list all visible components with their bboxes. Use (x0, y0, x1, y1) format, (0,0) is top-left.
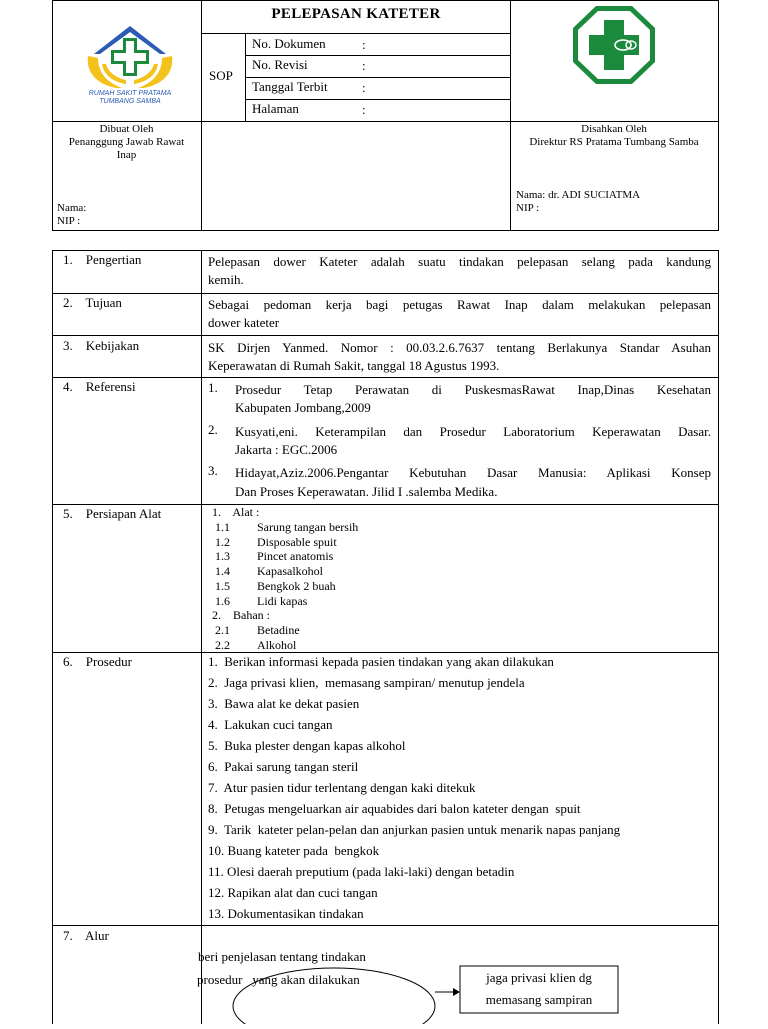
prosedur-step: 10. Buang kateter pada bengkok (208, 843, 380, 858)
alat-num: 1.5 (215, 579, 230, 593)
alat-item: Disposable spuit (257, 535, 337, 549)
doc-field-colon: : (362, 102, 366, 117)
section-label-pengertian: 1. Pengertian (63, 252, 142, 267)
left-sign-line2: Penanggung Jawab Rawat (68, 136, 185, 148)
logo-text-line2: TUMBANG SAMBA (99, 98, 161, 105)
tujuan-text: Sebagai pedoman kerja bagi petugas Rawat Inap dalam melakukan pelepasan (208, 297, 711, 312)
prosedur-step: 8. Petugas mengeluarkan air aquabides dari balon kateter dengan spuit (208, 801, 581, 816)
left-sign-line3: Inap (116, 149, 137, 161)
alat-num: 1.2 (215, 535, 230, 549)
health-logo (571, 4, 657, 86)
logo-text-line1: RUMAH SAKIT PRATAMA (88, 90, 172, 97)
referensi-num: 3. (208, 463, 218, 478)
kebijakan-text: SK Dirjen Yanmed. Nomor : 00.03.2.6.7637 tentang Berlakunya Standar Asuhan (208, 340, 711, 355)
alat-num: 1.1 (215, 520, 230, 534)
referensi-text: Kusyati,eni. Keterampilan dan Prosedur Laboratorium Keperawatan Dasar. (235, 424, 711, 439)
alat-item: Kapasalkohol (257, 564, 323, 578)
doc-field-label: Halaman (252, 101, 299, 116)
pengertian-text: kemih. (208, 272, 244, 287)
doc-field-label: Tanggal Terbit (252, 79, 328, 94)
bahan-num: 2.2 (215, 638, 230, 652)
bahan-item: Alkohol (257, 638, 297, 652)
alat-item: Pincet anatomis (257, 549, 334, 563)
health-cross-icon (571, 4, 657, 86)
prosedur-step: 9. Tarik kateter pelan-pelan dan anjurkan pasien untuk menarik napas panjang (208, 822, 621, 837)
prosedur-step: 3. Bawa alat ke dekat pasien (208, 696, 360, 711)
flow-step-1-text: prosedur yang akan dilakukan (197, 972, 360, 987)
alat-item: Lidi kapas (257, 594, 308, 608)
alat-num: 1.4 (215, 564, 230, 578)
prosedur-step: 11. Olesi daerah preputium (pada laki-laki) dengan betadin (208, 864, 515, 879)
section-label-referensi: 4. Referensi (63, 379, 136, 394)
page-title: PELEPASAN KATETER (271, 6, 441, 22)
referensi-text: Kabupaten Jombang,2009 (235, 400, 371, 415)
right-sign-nip: NIP : (516, 202, 540, 214)
bahan-header: 2. Bahan : (212, 608, 270, 622)
prosedur-step: 12. Rapikan alat dan cuci tangan (208, 885, 378, 900)
kebijakan-text: Keperawatan di Rumah Sakit, tanggal 18 Agustus 1993. (208, 358, 500, 373)
referensi-text: Prosedur Tetap Perawatan di PuskesmasRawat Inap,Dinas Kesehatan (235, 382, 711, 397)
referensi-text: Hidayat,Aziz.2006.Pengantar Kebutuhan Dasar Manusia: Aplikasi Konsep (235, 465, 711, 480)
left-sign-nip: NIP : (57, 215, 81, 227)
alat-item: Bengkok 2 buah (257, 579, 336, 593)
tujuan-text: dower kateter (208, 315, 280, 330)
sop-label: SOP (209, 68, 233, 83)
arrow-right-icon (453, 988, 460, 996)
flow-step-2-text: memasang sampiran (485, 992, 593, 1007)
section-label-alur: 7. Alur (63, 928, 109, 943)
section-label-prosedur: 6. Prosedur (63, 654, 132, 669)
alat-num: 1.6 (215, 594, 230, 608)
doc-field-colon: : (362, 80, 366, 95)
right-sign-line2: Direktur RS Pratama Tumbang Samba (529, 136, 699, 148)
alat-header: 1. Alat : (212, 505, 260, 519)
left-sign-line1: Dibuat Oleh (99, 123, 154, 135)
section-label-persiapan: 5. Persiapan Alat (63, 506, 162, 521)
prosedur-step: 7. Atur pasien tidur terlentang dengan kaki ditekuk (208, 780, 476, 795)
section-label-kebijakan: 3. Kebijakan (63, 338, 140, 353)
prosedur-step: 4. Lakukan cuci tangan (208, 717, 333, 732)
doc-field-colon: : (362, 37, 366, 52)
referensi-text: Dan Proses Keperawatan. Jilid I .salemba Medika. (235, 484, 498, 499)
referensi-num: 2. (208, 422, 218, 437)
referensi-text: Jakarta : EGC.2006 (235, 442, 338, 457)
doc-field-label: No. Revisi (252, 57, 308, 72)
bahan-num: 2.1 (215, 623, 230, 637)
alat-item: Sarung tangan bersih (257, 520, 359, 534)
flow-step-2-text: jaga privasi klien dg (486, 970, 592, 985)
bahan-item: Betadine (257, 623, 300, 637)
doc-field-colon: : (362, 58, 366, 73)
prosedur-step: 6. Pakai sarung tangan steril (208, 759, 359, 774)
prosedur-step: 13. Dokumentasikan tindakan (208, 906, 364, 921)
flow-step-1-text: beri penjelasan tentang tindakan (198, 949, 366, 964)
prosedur-step: 1. Berikan informasi kepada pasien tindakan yang akan dilakukan (208, 654, 554, 669)
doc-field-label: No. Dokumen (252, 36, 326, 51)
alat-num: 1.3 (215, 549, 230, 563)
right-sign-line1: Disahkan Oleh (581, 123, 647, 135)
pengertian-text: Pelepasan dower Kateter adalah suatu tindakan pelepasan selang pada kandung (208, 254, 711, 269)
right-sign-name: Nama: dr. ADI SUCIATMA (516, 189, 641, 201)
prosedur-step: 2. Jaga privasi klien, memasang sampiran/ menutup jendela (208, 675, 525, 690)
prosedur-step: 5. Buka plester dengan kapas alkohol (208, 738, 406, 753)
referensi-num: 1. (208, 380, 218, 395)
hospital-logo (80, 20, 180, 112)
left-sign-name: Nama: (57, 202, 87, 214)
section-label-tujuan: 2. Tujuan (63, 295, 122, 310)
